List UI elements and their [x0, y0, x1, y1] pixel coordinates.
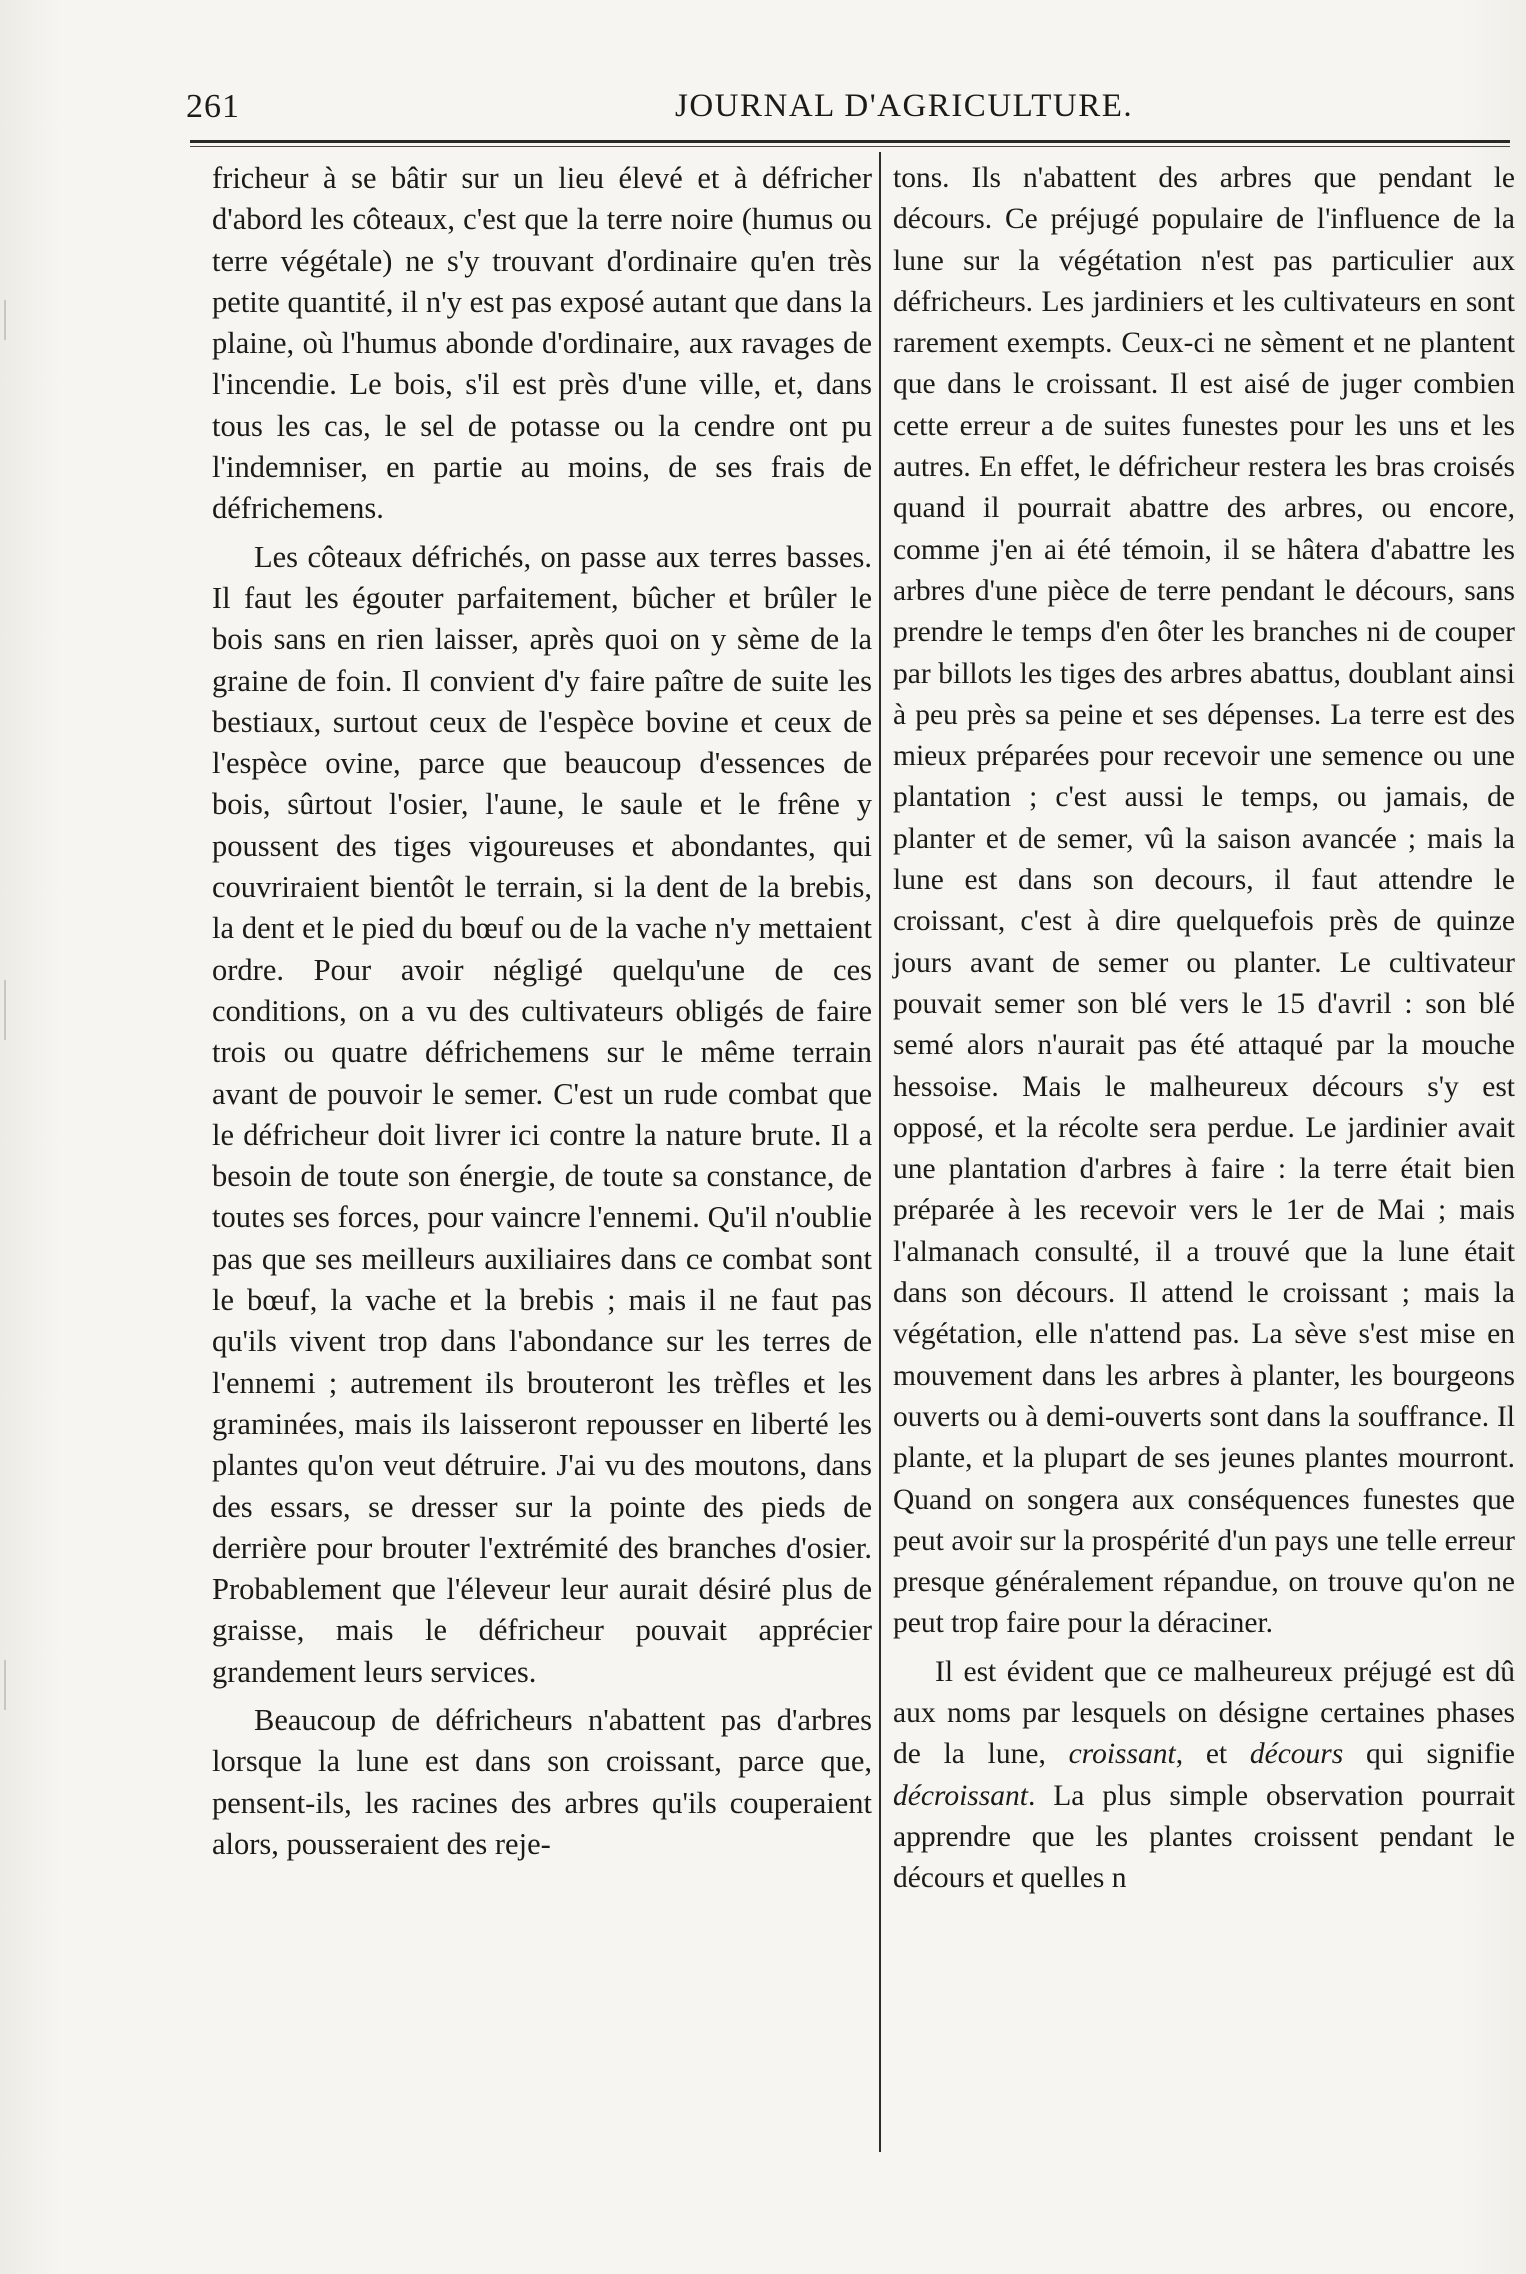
column-divider: [879, 152, 881, 2152]
scan-edge-mark: [4, 300, 6, 340]
scan-edge-mark: [4, 1660, 6, 1710]
text-run: Il est évident que ce malheureux préjugé est dû aux noms par lesquels on désigne certaines phases de la lune,: [893, 1655, 1515, 1771]
header-rule-thin: [190, 146, 1510, 147]
text-run: . La plus simple observation pourrait apprendre que les plantes croissent pendant le décours et quelles n: [893, 1779, 1515, 1895]
paragraph: fricheur à se bâtir sur un lieu élevé et à défricher d'abord les côteaux, c'est que la terre noire (humus ou terre végétale) ne s'y trouvant d'ordinaire qu'en très petite quantité, il n'y est pas exposé autant que dans la plaine, où l'humus abonde d'ordinaire, aux ravages de l'incendie. Le bois, s'il est près d'une ville, et, dans tous les cas, le sel de potasse ou la cendre ont pu l'indemniser, en partie au moins, de ses frais de défrichemens.: [212, 161, 872, 526]
italic-term: décroissant: [893, 1779, 1028, 1812]
italic-term: décours: [1249, 1738, 1344, 1771]
page-number: 261: [186, 88, 240, 125]
paragraph: tons. Ils n'abattent des arbres que pendant le décours. Ce préjugé populaire de l'influence de la lune sur la végétation n'est pas particulier aux défricheurs. Les jardiniers et les cultivateurs en sont rarement exempts. Ceux-ci ne sèment et ne plantent que dans le croissant. Il est aisé de juger combien cette erreur a de suites funestes pour les uns et les autres. En effet, le défricheur restera les bras croisés quand il pourrait abattre des arbres, ou encore, comme j'en ai été témoin, il se hâtera d'abattre les arbres d'une pièce de terre pendant le décours, sans prendre le temps d'en ôter les branches ni de couper par billots les tiges des arbres abattus, doublant ainsi à peu près sa peine et ses dépenses. La terre est des mieux préparées pour recevoir une semence ou une plantation ; c'est aussi le temps, ou jamais, de planter et de semer, vû la saison avancée ; mais la lune est dans son decours, il faut attendre le croissant, c'est à dire quelquefois près de quinze jours avant de semer ou planter. Le cultivateur pouvait semer son blé vers le 15 d'avril : son blé semé alors n'aurait pas été attaqué par la mouche hessoise. Mais le malheureux décours s'y est opposé, et la récolte sera perdue. Le jardinier avait une plantation d'arbres à faire : la terre était bien préparée à les recevoir vers le 1er de Mai ; mais l'almanach consulté, il a trouvé que la lune était dans son décours. Il attend le croissant ; mais la végétation, elle n'attend pas. La sève s'est mise en mouvement dans les arbres à planter, les bourgeons ouverts ou à demi-ouverts sont dans la souffrance. Il plante, et la plupart de ses jeunes plantes mourront. Quand on songera aux conséquences funestes que peut avoir sur la prospérité d'un pays une telle erreur presque généralement répandue, on trouve qu'on ne peut trop faire pour la déraciner.: [893, 162, 1515, 1640]
text-run: qui signifie: [1343, 1738, 1515, 1771]
left-column: [212, 158, 872, 1865]
paragraph: Les côteaux défrichés, on passe aux terres basses. Il faut les égouter parfaitement, bûcher et brûler le bois sans en rien laisser, après quoi on y sème de la graine de foin. Il convient d'y faire paître de suite les bestiaux, surtout ceux de l'espèce bovine et ceux de l'espèce ovine, parce que beaucoup d'essences de bois, sûrtout l'osier, l'aune, le saule et le frêne y poussent des tiges vigoureuses et abondantes, qui couvriraient bientôt le terrain, si la dent de la brebis, la dent et le pied du bœuf ou de la vache n'y mettaient ordre. Pour avoir négligé quelqu'une de ces conditions, on a vu des cultivateurs obligés de faire trois ou quatre défrichemens sur le même terrain avant de pouvoir le semer. C'est un rude combat que le défricheur doit livrer ici contre la nature brute. Il a besoin de toute son énergie, de toute sa constance, de toutes ses forces, pour vaincre l'ennemi. Qu'il n'oublie pas que ses meilleurs auxiliaires dans ce combat sont le bœuf, la vache et la brebis ; mais il ne faut pas qu'ils vivent trop dans l'abondance sur les terres de l'ennemi ; autrement ils brouteront les trèfles et les graminées, mais ils laisseront repousser en liberté les plantes qu'on veut détruire. J'ai vu des moutons, dans des essars, se dresser sur la pointe des pieds de derrière pour brouter l'extrémité des branches d'osier. Probablement que l'éleveur leur aurait désiré plus de graisse, mais le défricheur pouvait apprécier grandement leurs services.: [212, 539, 872, 1689]
page-header: [180, 78, 1520, 138]
paragraph: Beaucoup de défricheurs n'abattent pas d'arbres lorsque la lune est dans son croissant, parce que, pensent-ils, les racines des arbres qu'ils couperaient alors, pousseraient des reje-: [212, 1702, 872, 1861]
text-run: , et: [1175, 1738, 1250, 1771]
italic-term: croissant: [1068, 1738, 1176, 1771]
right-column: [893, 158, 1515, 1899]
paragraph: [893, 1652, 1515, 1900]
header-rule: [190, 140, 1510, 143]
running-title: JOURNAL D'AGRICULTURE.: [675, 88, 1134, 124]
scan-edge-mark: [4, 980, 6, 1040]
